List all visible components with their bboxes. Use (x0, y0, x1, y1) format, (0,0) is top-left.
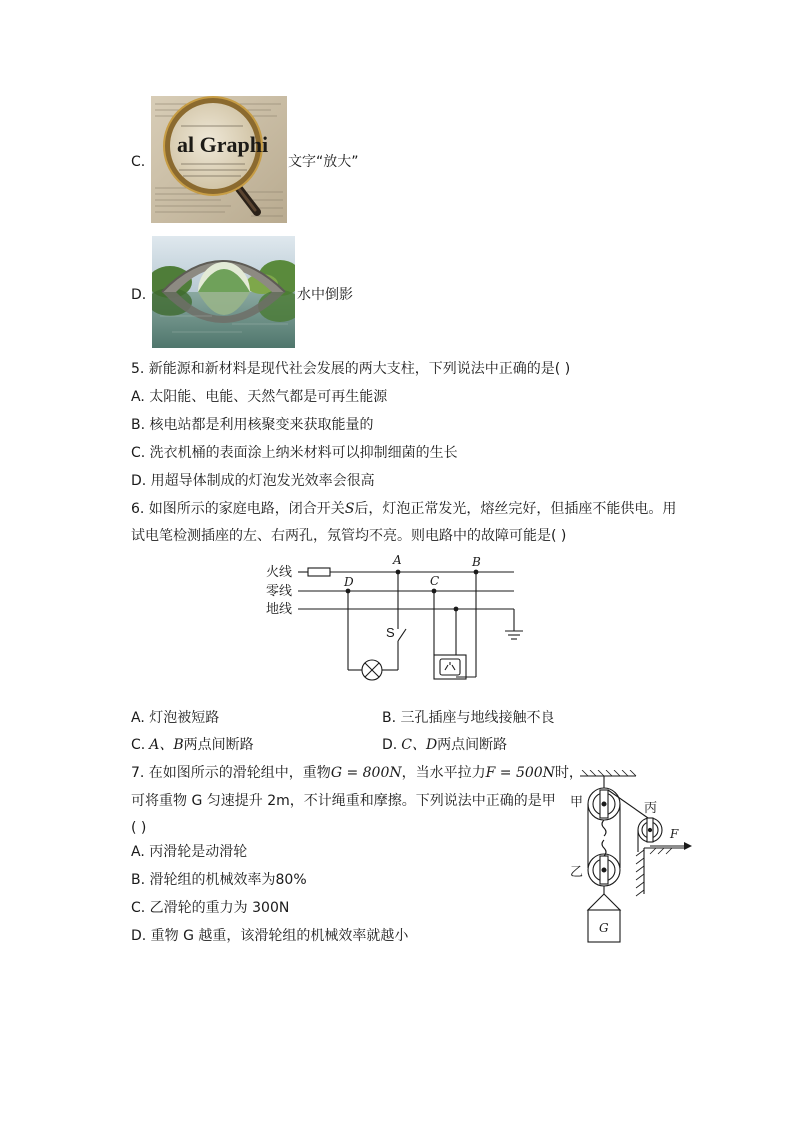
q6-stem-part1: 6. 如图所示的家庭电路，闭合开关 (131, 501, 345, 517)
point-d-label: D (344, 575, 354, 589)
q6-option-d-prefix: D. (382, 737, 398, 753)
q7-option-d: D. 重物 G 越重，该滑轮组的机械效率就越小 (131, 928, 409, 944)
q7-weight-expr: G = 800N (330, 765, 402, 781)
q5-option-c: C. 洗衣机桶的表面涂上纳米材料可以抑制细菌的生长 (131, 445, 458, 461)
q7-option-c: C. 乙滑轮的重力为 300N (131, 900, 290, 916)
point-a-label: A (393, 553, 402, 567)
q6-option-b: B. 三孔插座与地线接触不良 (382, 710, 555, 726)
option-c-label: C. (131, 154, 146, 170)
q7-stem-part2: ，当水平拉力 (401, 765, 486, 781)
q7-force-expr: F = 500N (485, 765, 555, 781)
switch-icon (398, 629, 406, 641)
bridge-picture (152, 236, 295, 348)
option-d-caption: 水中倒影 (297, 287, 353, 303)
q7-stem-part3: 时， (554, 765, 583, 781)
q6-option-a: A. 灯泡被短路 (131, 710, 220, 726)
q6-stem-var: S (344, 501, 355, 517)
circuit-diagram (262, 553, 532, 685)
pulley-diagram (566, 770, 696, 946)
q7-option-a: A. 丙滑轮是动滑轮 (131, 844, 248, 860)
q7-option-b: B. 滑轮组的机械效率为80% (131, 872, 307, 888)
q6-option-d (382, 735, 507, 755)
switch-label: S (386, 625, 395, 640)
q6-option-d-vars: C、D (401, 737, 438, 753)
magnifier-image (151, 96, 287, 223)
option-d-label: D. (131, 287, 147, 303)
pulley-yi-label: 乙 (570, 864, 584, 879)
q5-option-b: B. 核电站都是利用核聚变来获取能量的 (131, 417, 374, 433)
q7-stem-line2: 可将重物 G 匀速提升 2m，不计绳重和摩擦。下列说法中正确的是甲 (131, 793, 556, 809)
q6-option-c-prefix: C. (131, 737, 146, 753)
q7-stem-part1: 7. 在如图所示的滑轮组中，重物 (131, 765, 331, 781)
q6-option-c (131, 735, 254, 755)
q6-stem-line2: 试电笔检测插座的左、右两孔，氖管均不亮。则电路中的故障可能是( ) (131, 528, 567, 544)
q7-stem-line3: ( ) (131, 820, 147, 836)
magnifier-text: al Graphi (177, 132, 269, 157)
live-wire-label: 火线 (266, 564, 293, 579)
bridge-image (152, 236, 295, 348)
point-c-label: C (430, 574, 440, 588)
q6-option-c-text: 两点间断路 (183, 737, 254, 753)
force-label: F (670, 827, 679, 841)
neutral-wire-label: 零线 (266, 583, 293, 598)
pulley-jia-label: 甲 (570, 794, 584, 809)
q5-stem: 5. 新能源和新材料是现代社会发展的两大支柱，下列说法中正确的是( ) (131, 361, 571, 377)
q5-option-a: A. 太阳能、电能、天然气都是可再生能源 (131, 389, 388, 405)
q6-option-c-vars: A、B (149, 737, 184, 753)
pulley-bing-label: 丙 (644, 800, 658, 815)
q6-option-d-text: 两点间断路 (437, 737, 508, 753)
ground-wire-label: 地线 (266, 601, 293, 616)
force-arrow-icon (684, 842, 692, 850)
q5-option-d: D. 用超导体制成的灯泡发光效率会很高 (131, 473, 375, 489)
fuse-icon (308, 568, 330, 576)
weight-label: G (599, 921, 609, 935)
option-c-caption: 文字“放大” (288, 154, 359, 170)
q6-stem-line1 (131, 499, 676, 519)
magnifier-picture (151, 96, 287, 223)
q7-stem-line1 (131, 763, 583, 783)
q6-stem-part2: 后，灯泡正常发光，熔丝完好，但插座不能供电。用 (354, 501, 677, 517)
point-b-label: B (472, 555, 481, 569)
